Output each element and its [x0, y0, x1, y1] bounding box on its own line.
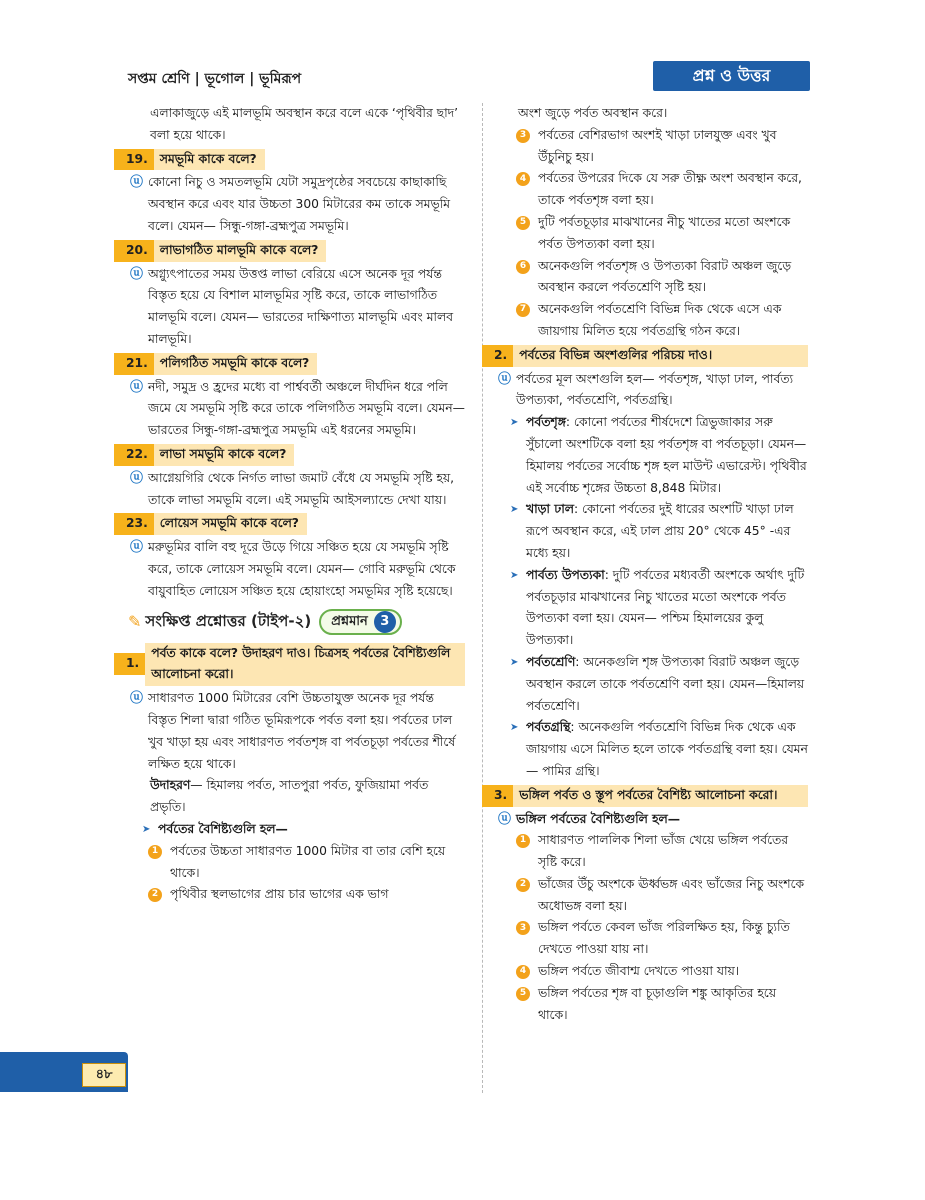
- feature-item-7: [516, 299, 808, 343]
- fold-feature-5: [516, 983, 808, 1027]
- question-2: [494, 345, 808, 367]
- feature-item-3: [516, 125, 808, 169]
- part-knot: [510, 717, 808, 782]
- section-title-text: সংক্ষিপ্ত প্রশ্নোত্তর (টাইপ-২): [145, 611, 312, 630]
- question-3: [494, 785, 808, 807]
- question-text: লাভা সমভূমি কাকে বলে?: [154, 444, 295, 466]
- answer-21: [130, 377, 465, 442]
- question-text: সমভূমি কাকে বলে?: [154, 149, 265, 171]
- fold-feature-1: [516, 830, 808, 874]
- pencil-icon: ✎: [128, 611, 142, 631]
- arrow-icon: ➤: [510, 417, 519, 429]
- question-number: 1.: [114, 653, 145, 675]
- marks-label: প্রশ্নমান: [331, 613, 368, 629]
- answer-icon: ⓤ: [130, 470, 144, 486]
- feature-text: সাধারণত পাললিক শিলা ভাঁজ খেয়ে ভঙ্গিল পর্বতের সৃষ্টি করে।: [538, 833, 789, 870]
- question-22: [126, 444, 465, 466]
- marks-pill: [319, 609, 402, 635]
- term: পর্বতশ্রেণি: [526, 654, 576, 669]
- feature-item-1: [148, 841, 465, 885]
- question-number: 2.: [482, 345, 513, 367]
- left-column: [126, 103, 465, 906]
- feature-text: পৃথিবীর স্থলভাগের প্রায় চার ভাগের এক ভাগ: [170, 887, 389, 902]
- number-7-icon: 7: [516, 303, 530, 317]
- feature-item-2: [148, 884, 465, 906]
- number-4-icon: 4: [516, 965, 530, 979]
- page-number: ৪৮: [82, 1063, 126, 1087]
- fold-feature-3: [516, 917, 808, 961]
- number-5-icon: 5: [516, 987, 530, 1001]
- question-number: 19.: [114, 149, 154, 171]
- running-head: সপ্তম শ্রেণি | ভূগোল | ভূমিরূপ: [128, 71, 302, 87]
- example-label: উদাহরণ: [150, 778, 191, 793]
- number-3-icon: 3: [516, 129, 530, 143]
- fold-feature-2: [516, 874, 808, 918]
- term: পর্বতগ্রন্থি: [526, 720, 571, 735]
- number-1-icon: 1: [148, 845, 162, 859]
- answer-text: পর্বতের মূল অংশগুলি হল— পর্বতশৃঙ্গ, খাড়া ঢাল, পার্বত্য উপত্যকা, পর্বতশ্রেণি, পর্বতগ্রন্থি।: [516, 371, 794, 408]
- arrow-icon: ➤: [510, 504, 519, 516]
- section-title: [128, 609, 465, 635]
- features-head-text: পর্বতের বৈশিষ্ট্যগুলি হল—: [158, 821, 288, 836]
- term: খাড়া ঢাল: [526, 502, 574, 517]
- answer-head: ভঙ্গিল পর্বতের বৈশিষ্ট্যগুলি হল—: [516, 811, 681, 826]
- question-text: পলিগঠিত সমভূমি কাকে বলে?: [154, 353, 318, 375]
- question-text: ভঙ্গিল পর্বত ও স্তূপ পর্বতের বৈশিষ্ট্য আলোচনা করো।: [513, 785, 808, 807]
- part-peak: [510, 412, 808, 499]
- feature-text: অনেকগুলি পর্বতশৃঙ্গ ও উপত্যকা বিরাট অঞ্চল জুড়ে অবস্থান করলে পর্বতশ্রেণি সৃষ্টি হয়।: [538, 258, 792, 295]
- feature-text: অনেকগুলি পর্বতশ্রেণি বিভিন্ন দিক থেকে এসে এক জায়গায় মিলিত হয়ে পর্বতগ্রন্থি গঠন করে।: [538, 302, 782, 338]
- section-banner: প্রশ্ন ও উত্তর: [653, 61, 810, 91]
- part-valley: [510, 565, 808, 652]
- question-text: পর্বত কাকে বলে? উদাহরণ দাও। চিত্রসহ পর্বতের বৈশিষ্ট্যগুলি আলোচনা করো।: [145, 643, 465, 687]
- question-21: [126, 353, 465, 375]
- answer-icon: ⓤ: [130, 175, 144, 191]
- feature-text: ভঙ্গিল পর্বতে কেবল ভাঁজ পরিলক্ষিত হয়, কিন্তু চ্যুতি দেখতে পাওয়া যায় না।: [538, 920, 790, 957]
- answer-icon: ⓤ: [130, 691, 144, 707]
- feature-text: পর্বতের উচ্চতা সাধারণত 1000 মিটার বা তার বেশি হয়ে থাকে।: [170, 843, 446, 880]
- feature-text: ভঙ্গিল পর্বতে জীবাশ্ম দেখতে পাওয়া যায়।: [538, 964, 740, 979]
- question-number: 23.: [114, 513, 154, 535]
- answer-icon: ⓤ: [130, 540, 144, 556]
- answer-3: [498, 809, 808, 831]
- question-number: 22.: [114, 444, 154, 466]
- term: পার্বত্য উপত্যকা: [526, 567, 605, 582]
- continuation-text: অংশ জুড়ে পর্বত অবস্থান করে।: [518, 106, 668, 120]
- part-slope: [510, 499, 808, 564]
- question-number: 20.: [114, 240, 154, 262]
- answer-icon: ⓤ: [498, 811, 512, 827]
- intro-text: এলাকাজুড়ে এই মালভূমি অবস্থান করে বলে একে ‘পৃথিবীর ছাদ’ বলা হয়ে থাকে।: [150, 106, 459, 142]
- column-divider: [482, 103, 483, 1093]
- answer-icon: ⓤ: [130, 266, 144, 282]
- number-4-icon: 4: [516, 172, 530, 186]
- arrow-icon: ➤: [510, 722, 519, 734]
- question-text: লাভাগঠিত মালভূমি কাকে বলে?: [154, 240, 327, 262]
- answer-1: [130, 688, 465, 775]
- part-range: [510, 652, 808, 717]
- number-2-icon: 2: [516, 878, 530, 892]
- feature-text: ভঙ্গিল পর্বতের শৃঙ্গ বা চূড়াগুলি শঙ্কু আকৃতির হয়ে থাকে।: [538, 985, 776, 1022]
- feature-text: ভাঁজের উঁচু অংশকে ঊর্ধ্বভঙ্গ এবং ভাঁজের নিচু অংশকে অধোভঙ্গ বলা হয়।: [538, 876, 805, 913]
- arrow-icon: ➤: [510, 569, 519, 581]
- marks-value: 3: [374, 611, 396, 633]
- answer-23: [130, 537, 465, 602]
- feature-item-4: [516, 168, 808, 212]
- arrow-icon: ➤: [510, 656, 519, 668]
- question-23: [126, 513, 465, 535]
- answer-19: [130, 172, 465, 237]
- answer-text: সাধারণত 1000 মিটারের বেশি উচ্চতাযুক্ত অনেক দূর পর্যন্ত বিস্তৃত শিলা দ্বারা গঠিত ভূমিরূপকে পর্বত বলা হয়। পর্বতের ঢাল খুব খাড়া হয় এবং সাধারণত পর্বতশৃঙ্গ বা পর্বতচূড়া পর্বতের শীর্ষে লক্ষিত হয়ে থাকে।: [148, 691, 456, 771]
- example-text: — হিমালয় পর্বত, সাতপুরা পর্বত, ফুজিয়ামা পর্বত প্রভৃতি।: [150, 778, 429, 815]
- answer-text: অগ্ন্যুৎপাতের সময় উত্তপ্ত লাভা বেরিয়ে এসে অনেক দূর পর্যন্ত বিস্তৃত হয়ে যে বিশাল মালভূমির সৃষ্টি করে, তাকে লাভাগঠিত মালভূমি বলে। যেমন— ভারতের দাক্ষিণাত্য মালভূমি এবং মালব মালভূমি।: [148, 266, 453, 346]
- features-heading: [142, 819, 465, 841]
- number-6-icon: 6: [516, 260, 530, 274]
- answer-20: [130, 264, 465, 351]
- fold-feature-4: [516, 961, 808, 983]
- question-20: [126, 240, 465, 262]
- example-line: [130, 775, 465, 819]
- number-5-icon: 5: [516, 216, 530, 230]
- number-1-icon: 1: [516, 834, 530, 848]
- number-3-icon: 3: [516, 921, 530, 935]
- answer-22: [130, 468, 465, 512]
- term-desc: : অনেকগুলি পর্বতশ্রেণি বিভিন্ন দিক থেকে এক জায়গায় এসে মিলিত হলে তাকে পর্বতগ্রন্থি বলা হয়। যেমন— পামির গ্রন্থি।: [526, 720, 808, 778]
- feature-item-5: [516, 212, 808, 256]
- question-number: 21.: [114, 353, 154, 375]
- feature-item-6: [516, 256, 808, 300]
- page-header: [0, 55, 925, 95]
- number-2-icon: 2: [148, 888, 162, 902]
- feature-text: দুটি পর্বতচূড়ার মাঝখানের নীচু খাতের মতো অংশকে পর্বত উপত্যকা বলা হয়।: [538, 214, 791, 251]
- question-1: [126, 643, 465, 687]
- term-desc: : দুটি পর্বতের মধ্যবর্তী অংশকে অর্থাৎ দুটি পর্বতচূড়ার মাঝখানের নিচু খাতের মতো অংশকে পর্বত উপত্যকা বলা হয়। যেমন— পশ্চিম হিমালয়ের কুলু উপত্যকা।: [526, 567, 805, 648]
- answer-icon: ⓤ: [498, 371, 512, 387]
- feature-text: পর্বতের উপরের দিকে যে সরু তীক্ষ্ণ অংশ অবস্থান করে, তাকে পর্বতশৃঙ্গ বলা হয়।: [538, 171, 802, 208]
- question-text: লোয়েস সমভূমি কাকে বলে?: [154, 513, 307, 535]
- answer-text: কোনো নিচু ও সমতলভূমি যেটা সমুদ্রপৃষ্ঠের সবচেয়ে কাছাকাছি অবস্থান করে এবং যার উচ্চতা 300 মিটারের কম তাকে সমভূমি বলে। যেমন— সিন্ধু-গঙ্গা-ব্রহ্মপুত্র সমভূমি।: [148, 175, 450, 233]
- question-number: 3.: [482, 785, 513, 807]
- term: পর্বতশৃঙ্গ: [526, 415, 566, 430]
- term-desc: : কোনো পর্বতের শীর্ষদেশে ত্রিভুজাকার সরু সুঁচালো অংশটিকে বলা হয় পর্বতশৃঙ্গ বা পর্বতচূড়া। যেমন— হিমালয় পর্বতের সর্বোচ্চ শৃঙ্গ হল মাউন্ট এভারেস্ট। পৃথিবীর এই সর্বোচ্চ শৃঙ্গের উচ্চতা 8,848 মিটার।: [526, 415, 807, 495]
- answer-text: মরুভূমির বালি বহু দূরে উড়ে গিয়ে সঞ্চিত হয়ে যে সমভূমি সৃষ্টি করে, তাকে লোয়েস সমভূমি বলে। যেমন— গোবি মরুভূমি থেকে বায়ুবাহিত লোয়েস সঞ্চিত হয়ে হোয়াংহো সমভূমির সৃষ্টি হয়েছে।: [148, 540, 456, 598]
- question-19: [126, 149, 465, 171]
- term-desc: : অনেকগুলি শৃঙ্গ উপত্যকা বিরাট অঞ্চল জুড়ে অবস্থান করলে তাকে পর্বতশ্রেণি বলা হয়। যেমন—হিমালয় পর্বতশ্রেণি।: [526, 654, 805, 713]
- question-text: পর্বতের বিভিন্ন অংশগুলির পরিচয় দাও।: [513, 345, 808, 367]
- right-column: [494, 103, 808, 1026]
- arrow-icon: ➤: [142, 823, 151, 835]
- answer-text: আগ্নেয়গিরি থেকে নির্গত লাভা জমাট বেঁধে যে সমভূমি সৃষ্টি হয়, তাকে লাভা সমভূমি বলে। এই সমভূমি আইসল্যান্ডে দেখা যায়।: [148, 470, 454, 507]
- answer-2: [498, 369, 808, 413]
- answer-icon: ⓤ: [130, 379, 144, 395]
- answer-text: নদী, সমুদ্র ও হ্রদের মধ্যে বা পার্শ্ববর্তী অঞ্চলে দীর্ঘদিন ধরে পলি জমে যে সমভূমি সৃষ্টি করে তাকে পলিগঠিত সমভূমি বলে। যেমন— ভারতের সিন্ধু-গঙ্গা-ব্রহ্মপুত্র সমভূমি এই ধরনের সমভূমি।: [148, 379, 465, 438]
- term-desc: : কোনো পর্বতের দুই ধারের অংশটি খাড়া ঢাল রূপে অবস্থান করে, এই ঢাল প্রায় 20° থেকে 45° -এর মধ্যে হয়।: [526, 502, 794, 560]
- feature-text: পর্বতের বেশিরভাগ অংশই খাড়া ঢালযুক্ত এবং খুব উঁচুনিচু হয়।: [538, 127, 777, 164]
